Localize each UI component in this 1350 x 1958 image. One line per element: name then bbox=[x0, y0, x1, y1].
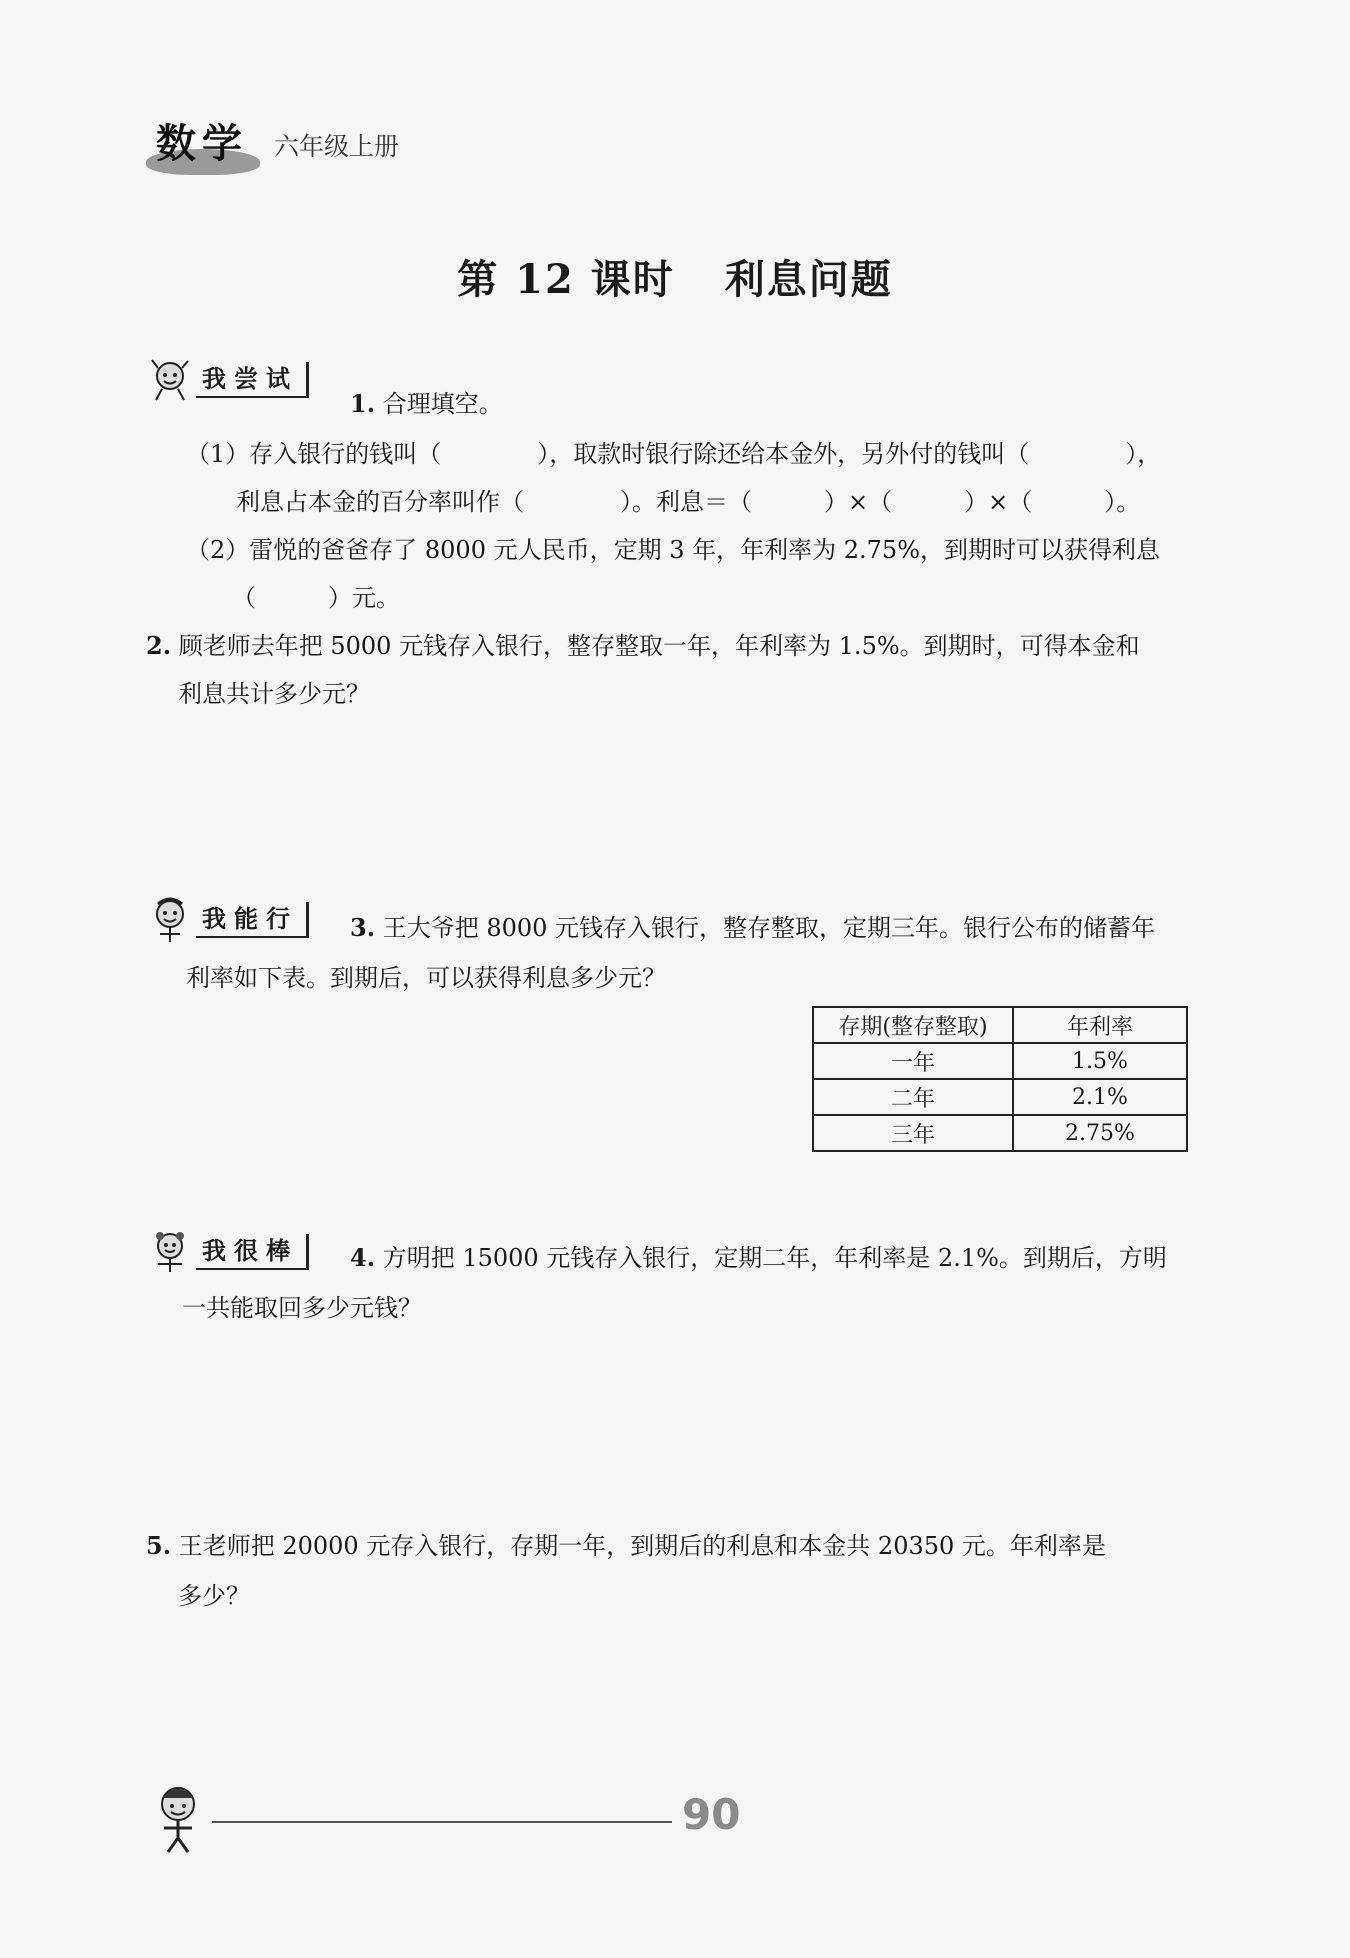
question-2-line2: 利息共计多少元？ bbox=[178, 680, 370, 708]
table-header-row bbox=[813, 1007, 1187, 1043]
question-1-part1-line1: （1）存入银行的钱叫（ ），取款时银行除还给本金外，另外付的钱叫（ ）， bbox=[186, 440, 1162, 468]
table-row bbox=[813, 1115, 1187, 1151]
section-badge-great bbox=[146, 1228, 309, 1276]
question-4-line1: 4. 方明把 15000 元钱存入银行，定期二年，年利率是 2.1%。到期后，方明 bbox=[350, 1243, 1167, 1272]
subject-label: 数学 bbox=[150, 112, 254, 169]
footer-rule bbox=[212, 1821, 672, 1823]
question-5-line2: 多少？ bbox=[178, 1582, 250, 1610]
page-number: 90 bbox=[682, 1790, 741, 1839]
question-5-line1: 5. 王老师把 20000 元存入银行，存期一年，到期后的利息和本金共 20350 元。年利率是 bbox=[146, 1531, 1106, 1560]
question-4-line2: 一共能取回多少元钱？ bbox=[182, 1294, 422, 1322]
footer-mascot-icon bbox=[150, 1782, 206, 1854]
table-cell-term: 二年 bbox=[813, 1079, 1013, 1115]
section-badge-try bbox=[146, 356, 309, 404]
question-1-part2-line1: （2）雷悦的爸爸存了 8000 元人民币，定期 3 年，年利率为 2.75%，到期时可以获得利息 bbox=[186, 536, 1161, 564]
question-2-line1: 2. 顾老师去年把 5000 元钱存入银行，整存整取一年，年利率为 1.5%。到期时，可得本金和 bbox=[146, 631, 1140, 660]
question-1-part1-line2: 利息占本金的百分率叫作（ ）。利息＝（ ）×（ ）×（ ）。 bbox=[236, 488, 1141, 516]
section-label-can: 我能行 bbox=[196, 902, 309, 938]
table-header-term: 存期(整存整取) bbox=[813, 1007, 1013, 1043]
section-label-great: 我很棒 bbox=[196, 1234, 309, 1270]
interest-rate-table bbox=[812, 1006, 1188, 1152]
mascot-girl-waving-icon bbox=[146, 1228, 194, 1276]
table-cell-term: 一年 bbox=[813, 1043, 1013, 1079]
grade-label: 六年级上册 bbox=[274, 132, 400, 161]
section-label-try: 我尝试 bbox=[196, 362, 309, 398]
lesson-topic: 利息问题 bbox=[724, 256, 893, 303]
table-row bbox=[813, 1079, 1187, 1115]
lesson-number: 第 12 课时 bbox=[457, 256, 675, 303]
question-3-line1: 3. 王大爷把 8000 元钱存入银行，整存整取，定期三年。银行公布的储蓄年 bbox=[350, 913, 1156, 942]
mascot-boy-icon bbox=[146, 896, 194, 944]
table-cell-term: 三年 bbox=[813, 1115, 1013, 1151]
table-header-rate: 年利率 bbox=[1013, 1007, 1187, 1043]
table-row bbox=[813, 1043, 1187, 1079]
mascot-girl-icon bbox=[146, 356, 194, 404]
lesson-title bbox=[0, 248, 1350, 305]
page-header bbox=[150, 112, 399, 169]
table-cell-rate: 2.1% bbox=[1013, 1079, 1187, 1115]
question-1-part2-line2: （ ）元。 bbox=[232, 584, 400, 612]
table-cell-rate: 2.75% bbox=[1013, 1115, 1187, 1151]
question-1-text: 合理填空。 bbox=[382, 390, 503, 418]
question-1-title: 1. 合理填空。 bbox=[350, 389, 503, 418]
section-badge-can bbox=[146, 896, 309, 944]
question-3-line2: 利率如下表。到期后，可以获得利息多少元？ bbox=[186, 964, 666, 992]
table-cell-rate: 1.5% bbox=[1013, 1043, 1187, 1079]
